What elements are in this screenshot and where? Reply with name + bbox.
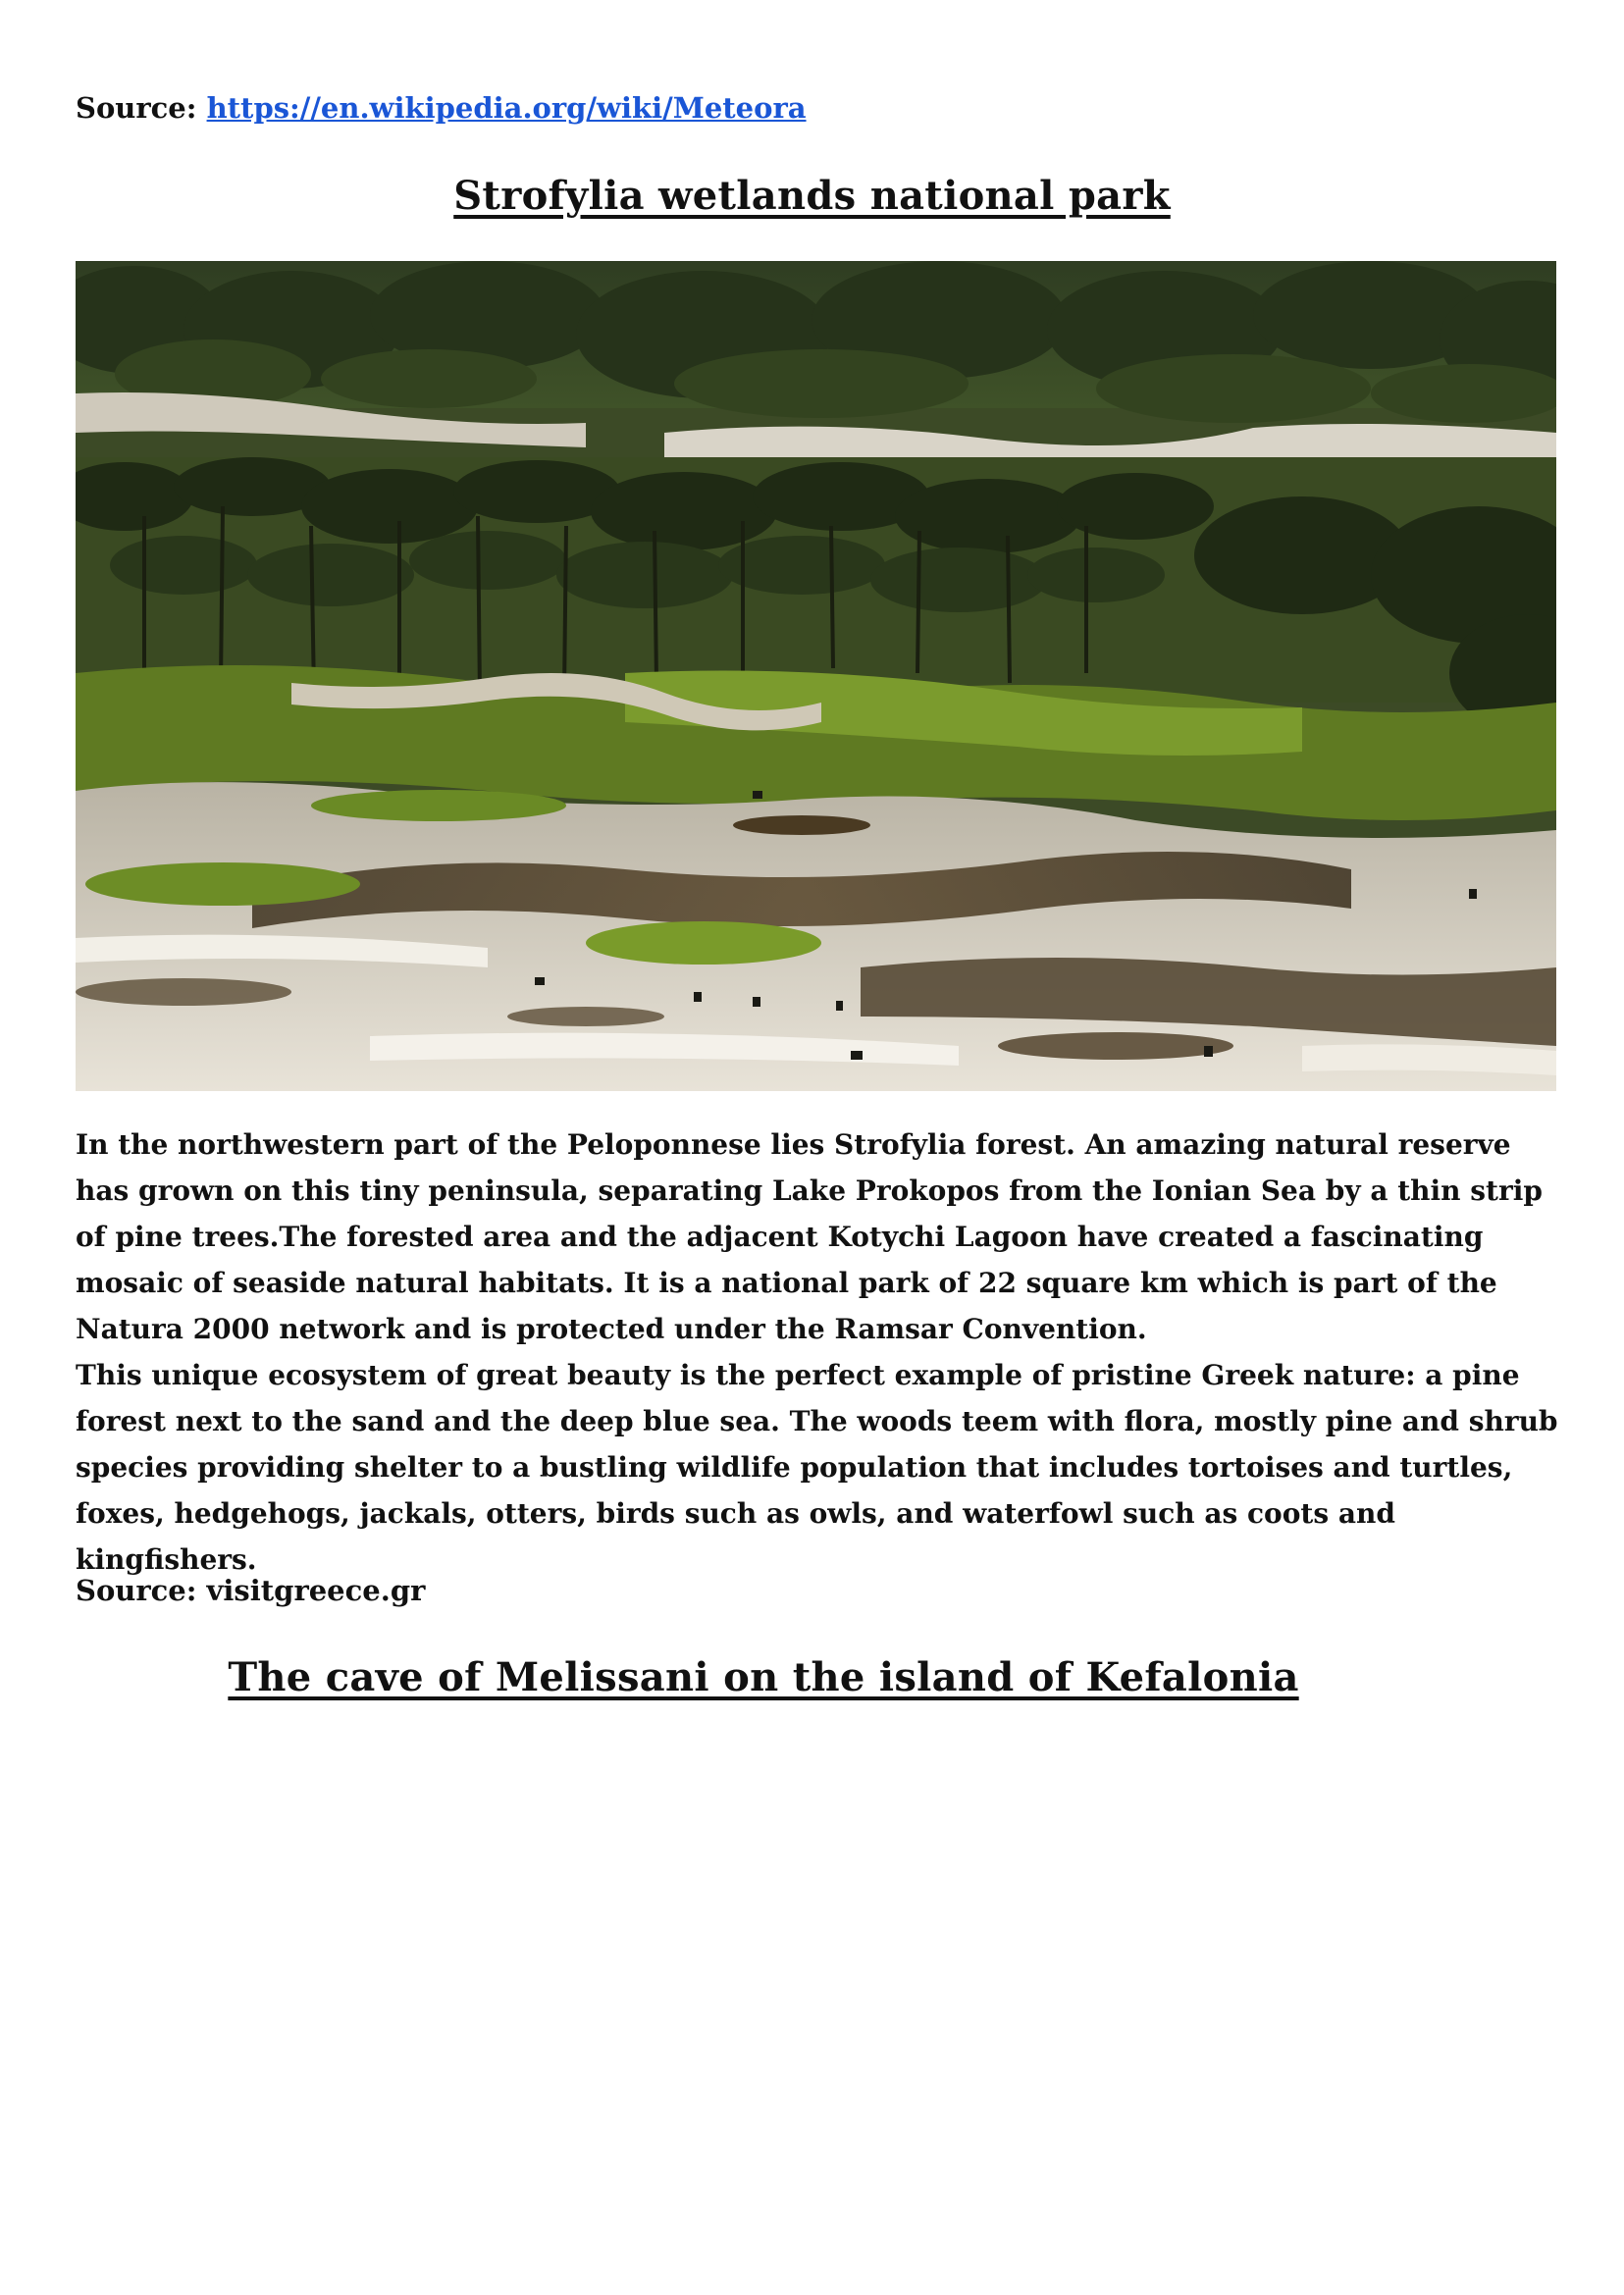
paragraph-1: In the northwestern part of the Peloponnese lies Strofylia forest. An amazing natural reserve has grown on this tiny peninsula, separating Lake Prokopos from the Ionian Sea by a thin strip of pine trees.The forested area and the adjacent Kotychi Lagoon have created a fascinating mosaic of seaside natural habitats. It is a national park of 22 square km which is part of the Natura 2000 network and is protected under the Ramsar Convention. <box>76 1128 1543 1345</box>
source-line-top <box>76 90 807 126</box>
source-link[interactable]: https://en.wikipedia.org/wiki/Meteora <box>206 91 807 125</box>
paragraph-2: This unique ecosystem of great beauty is the perfect example of pristine Greek nature: a pine forest next to the sand and the deep blue sea. The woods teem with flora, mostly pine and shrub species providing shelter to a bustling wildlife population that includes tortoises and turtles, foxes, hedgehogs, jackals, otters, birds such as owls, and waterfowl such as coots and kingfishers. <box>76 1359 1558 1576</box>
section-body <box>76 1121 1562 1583</box>
source-label: Source: <box>76 91 207 125</box>
section-title-melissani: The cave of Melissani on the island of Kefalonia <box>228 1654 1299 1700</box>
source-line-bottom: Source: visitgreece.gr <box>76 1574 426 1607</box>
wetlands-photo <box>76 261 1556 1091</box>
section-title-strofylia: Strofylia wetlands national park <box>453 173 1171 219</box>
